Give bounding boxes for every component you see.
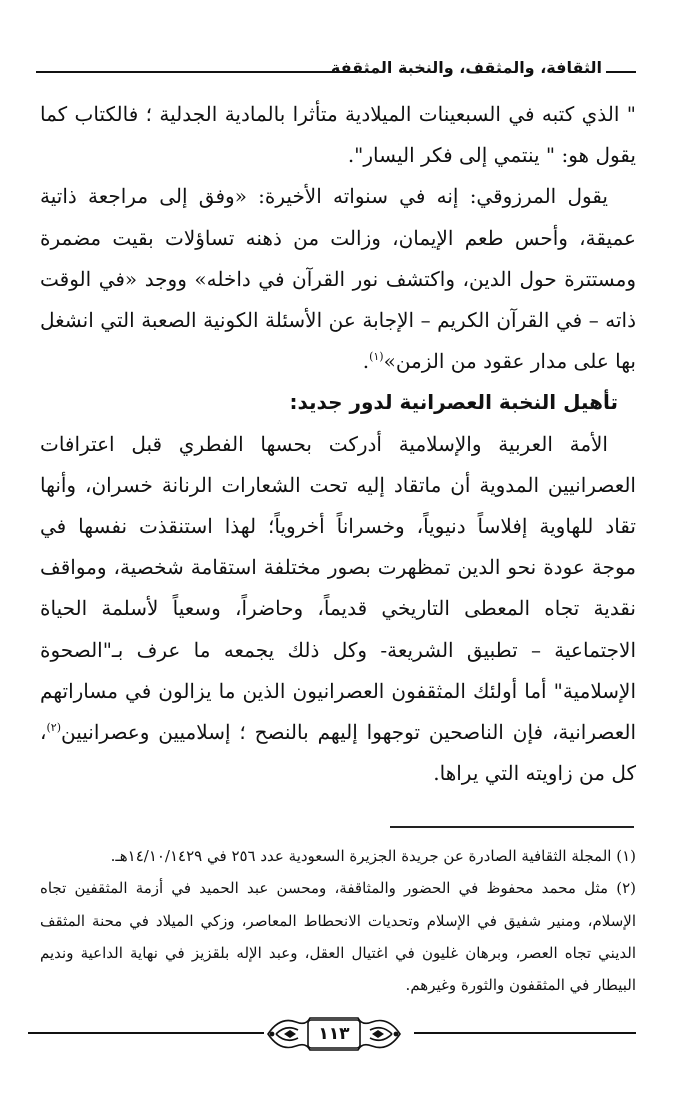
footnote-2: (٢) مثل محمد محفوظ في الحضور والمثاقفة، ومحسن عبد الحميد في أزمة المثقفين تجاه الإسلام، ومنير شفيق في الإسلام وتحديات الانحطاط المعاصر، وزكي الميلاد في محنة المثقف الديني تجاه العصر، وبرهان غليون في اغتيال العقل، وعبد الإله بلقزيز في نهاية الداعية ونديم البيطار في المثقفون والثورة وغيرهم. [40,879,636,995]
paragraph-marzouqi-text: يقول المرزوقي: إنه في سنواته الأخيرة: «وفق إلى مراجعة ذاتية عميقة، وأحس طعم الإيمان، وزالت من ذهنه تساؤلات بقيت مضمرة ومستترة حول الدين، واكتشف نور القرآن في داخله» ووجد «في الوقت ذاته – في القرآن الكريم – الإجابة عن الأسئلة الكونية الصعبة التي انشغل بها على مدار عقود من الزمن» [40,184,636,374]
page-number: ١١٣ [318,1024,350,1044]
footer-rule-left [28,1032,264,1034]
footnote-1: (١) المجلة الثقافية الصادرة عن جريدة الجزيرة السعودية عدد ٢٥٦ في ١٤/١٠/١٤٢٩هـ. [110,847,636,865]
paragraph-umma-tail: ، كل من زاويته التي يراها. [40,720,636,786]
footer-rule-right [414,1032,636,1034]
section-heading: تأهيل النخبة العصرانية لدور جديد: [289,390,618,415]
paragraph-umma-text: الأمة العربية والإسلامية أدركت بحسها الفطري قبل اعترافات العصرانيين المدوية أن ماتقاد إليه تحت الشعارات الرنانة خسران، وأنها تقاد للهاوية إفلاساً دنيوياً، وخسراناً أخروياً؛ لهذا استنقذت نفسها في موجة عودة نحو الدين تمظهرت بصور مختلفة استقامة شخصية، ومواقف نقدية تجاه المعطى التاريخي قديماً، وحاضراً، وسعياً لأسلمة الحياة الاجتماعية – تطبيق الشريعة- وكل ذلك يجمعه ما عرف بـ"الصحوة الإسلامية" أما أولئك المثقفون العصرانيون الذين ما يزالون في مساراتهم العصرانية، فإن الناصحين توجهوا إليهم بالنصح ؛ إسلاميين وعصرانيين [40,431,636,745]
main-text [40,94,636,794]
paragraph-umma [40,424,636,795]
page-footer [28,1012,636,1056]
paragraph-continuation: " الذي كتبه في السبعينات الميلادية متأثرا بالمادية الجدلية ؛ فالكتاب كما يقول هو: " ينتمي إلى فكر اليسار". [40,102,636,168]
footnotes [40,840,636,1001]
footnote-ref-2: (٢) [46,721,61,735]
paragraph-marzouqi-tail: . [362,349,370,374]
header-rule-left [36,71,358,73]
paragraph-marzouqi [40,176,636,382]
footnote-separator [390,826,634,828]
running-title: الثقافة، والمثقف، والنخبة المثقفة [330,58,602,77]
footnote-ref-1: (١) [369,350,384,364]
header-rule-right [606,71,636,73]
running-header [36,56,636,80]
